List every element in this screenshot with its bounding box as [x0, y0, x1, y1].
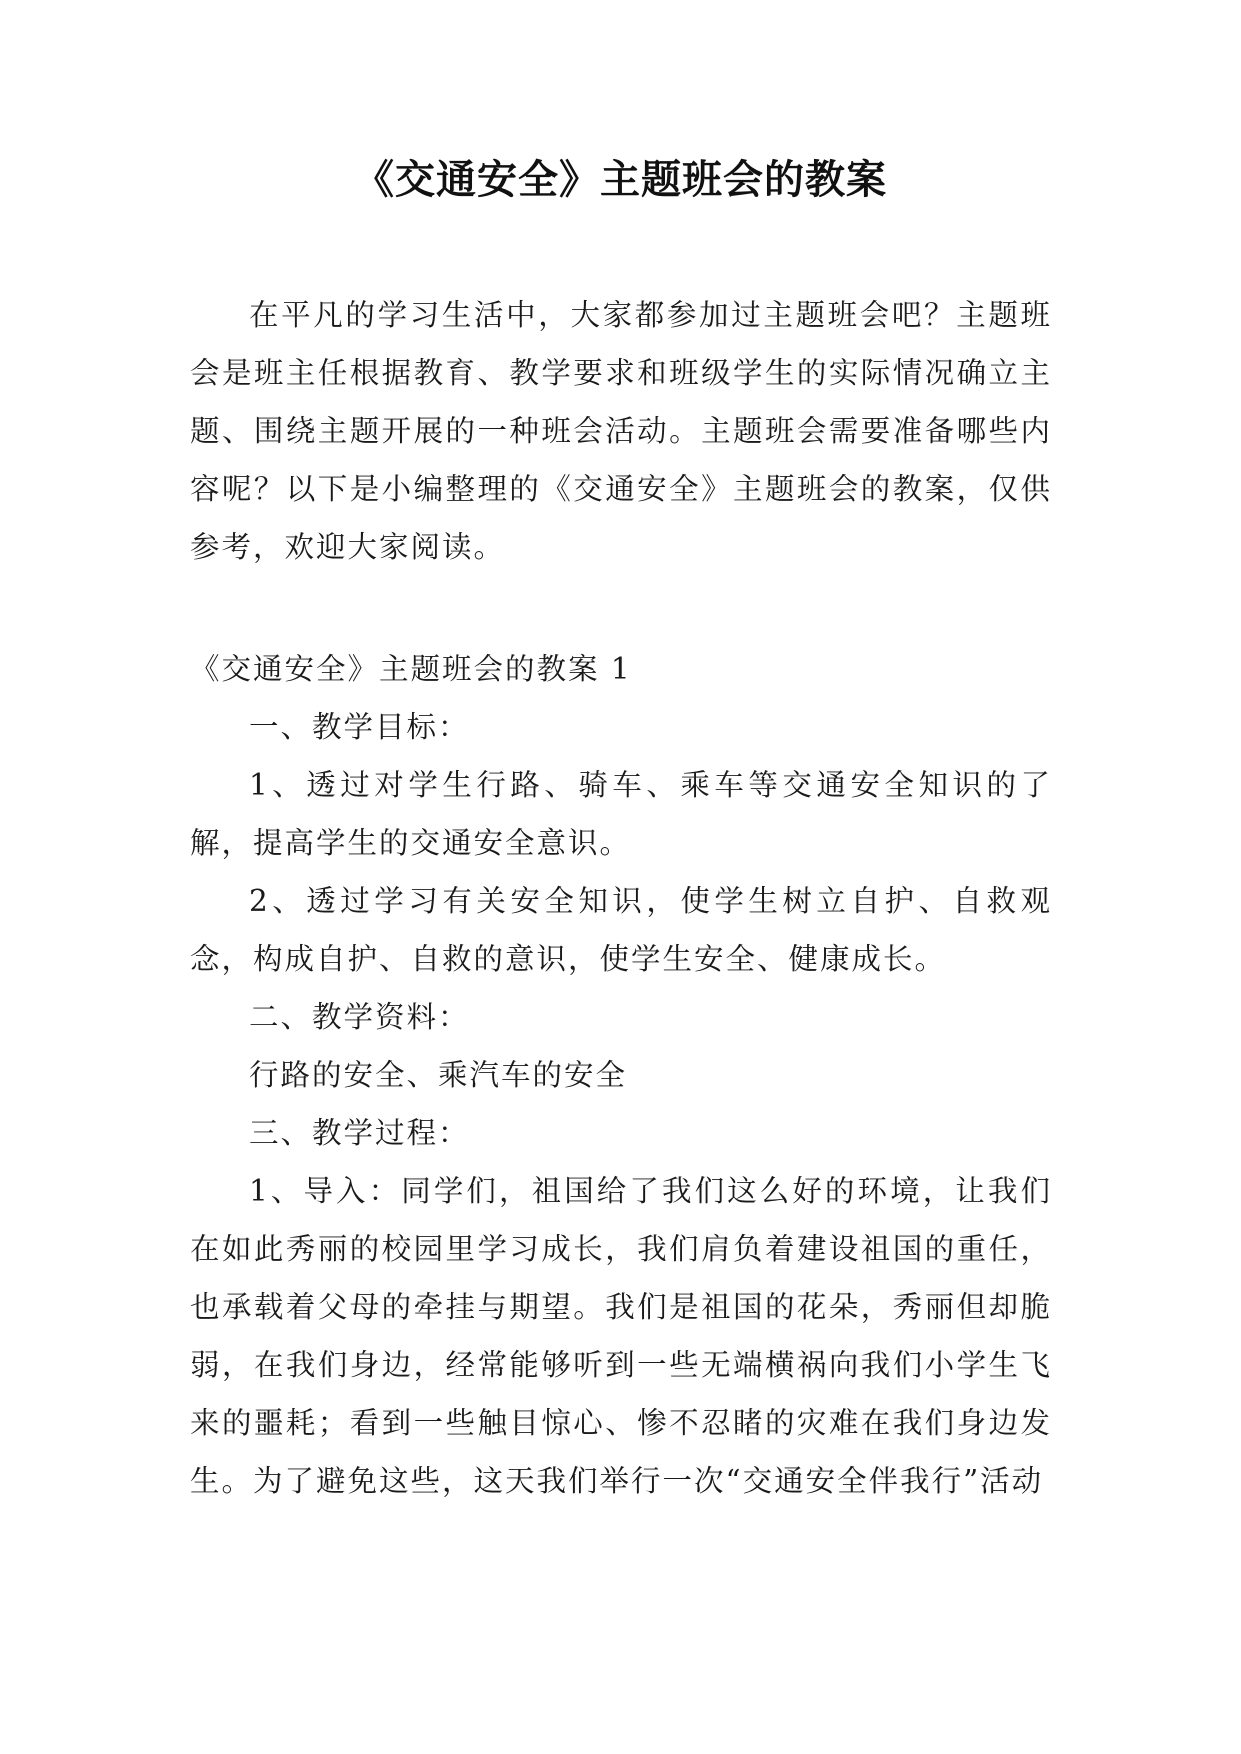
- lesson-body: [190, 698, 1052, 1510]
- objectives-heading: 一、教学目标：: [249, 710, 470, 744]
- process-heading: 三、教学过程：: [249, 1116, 470, 1150]
- objective-2: 2、透过学习有关安全知识，使学生树立自护、自救观念，构成自护、自救的意识，使学生安全、健康成长。: [190, 884, 1052, 976]
- intro-paragraph: 在平凡的学习生活中，大家都参加过主题班会吧？主题班会是班主任根据教育、教学要求和班级学生的实际情况确立主题、围绕主题开展的一种班会活动。主题班会需要准备哪些内容呢？以下是小编整理的《交通安全》主题班会的教案，仅供参考，欢迎大家阅读。: [190, 298, 1052, 564]
- materials-heading: 二、教学资料：: [249, 1000, 470, 1034]
- process-step-1: 1、导入：同学们，祖国给了我们这么好的环境，让我们在如此秀丽的校园里学习成长，我们肩负着建设祖国的重任，也承载着父母的牵挂与期望。我们是祖国的花朵，秀丽但却脆弱，在我们身边，经常能够听到一些无端横祸向我们小学生飞来的噩耗；看到一些触目惊心、惨不忍睹的灾难在我们身边发生。为了避免这些，这天我们举行一次“交通安全伴我行”活动: [190, 1174, 1052, 1498]
- section-heading: 《交通安全》主题班会的教案 1: [190, 652, 632, 686]
- document-title: 《交通安全》主题班会的教案: [354, 157, 887, 203]
- objective-1: 1、透过对学生行路、骑车、乘车等交通安全知识的了解，提高学生的交通安全意识。: [190, 768, 1052, 860]
- materials-content: 行路的安全、乘汽车的安全: [249, 1058, 628, 1092]
